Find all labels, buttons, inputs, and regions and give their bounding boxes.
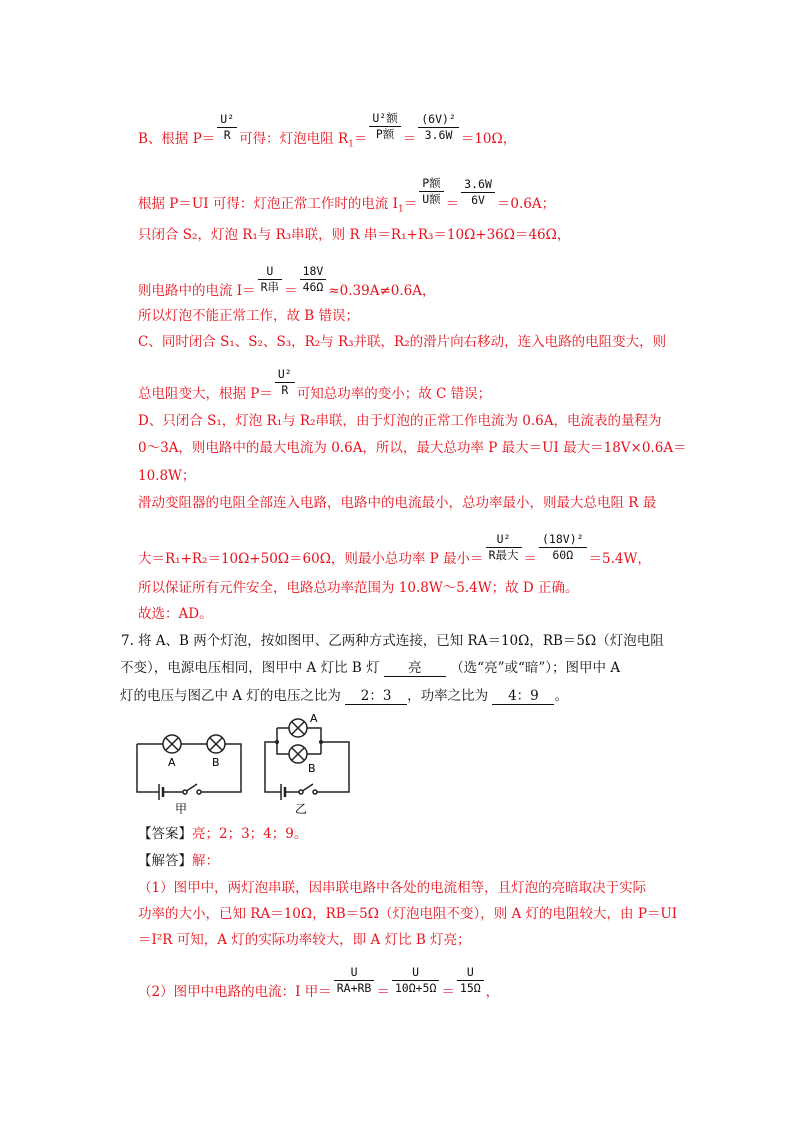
lamp-b-parallel-icon: [289, 745, 307, 763]
line-d-6: 所以保证所有元件安全，电路总功率范围为 10.8W～5.4W；故 D 正确。: [138, 580, 579, 596]
fraction-u-10-5: $\frac{U}{10\Omega+5\Omega}$: [392, 966, 440, 995]
fraction-3-6w-6v: $\frac{3.6W}{6V}$: [461, 178, 495, 207]
analysis-text: 解：: [192, 853, 219, 869]
caption-jia: 甲: [175, 802, 188, 814]
answer-line: [138, 826, 307, 842]
label-a-jia: A: [168, 756, 176, 769]
analysis-p1-line1: （1）图甲中，两灯泡串联，因串联电路中各处的电流相等，且灯泡的亮暗取决于实际: [138, 880, 647, 896]
line-s2-series: 只闭合 S₂，灯泡 R₁与 R₃串联，则 R 串＝R₁+R₃＝10Ω+36Ω＝46Ω，: [138, 227, 571, 243]
answer-ad: 故选：AD。: [138, 606, 213, 622]
fraction-u-rated-sq: $\frac{\text{U²额}}{\text{P额}}$: [369, 112, 400, 141]
lamp-b-icon: [207, 735, 225, 753]
line-current: 则电路中的电流 I＝ $\frac{U}{\text{R串}}$ ＝ $\frac{18V}{46\Omega}$ ≈0.39A≠0.6A，: [138, 264, 436, 299]
answer-text: 亮；2；3；4；9。: [192, 826, 308, 842]
blank-brightness: 亮: [384, 660, 446, 677]
b-r1-value: ＝10Ω，: [460, 131, 517, 147]
analysis-tag: 【解答】: [138, 853, 192, 869]
lamp-a-parallel-icon: [289, 719, 307, 737]
analysis-p1-line3: ＝I²R 可知，A 灯的实际功率较大，即 A 灯比 B 灯亮；: [138, 932, 471, 948]
fraction-u-15: $\frac{U}{15\Omega}$: [457, 966, 484, 995]
caption-yi: 乙: [295, 802, 308, 816]
label-b-yi: B: [308, 762, 316, 775]
fraction-six-sq: $\frac{\text{(6V)²}}{3.6W}$: [418, 113, 459, 142]
lamp-a-icon: [163, 735, 181, 753]
fraction-u2-r: $\frac{\text{U²}}{R}$: [217, 113, 237, 142]
fraction-u-rseries: $\frac{U}{\text{R串}}$: [258, 265, 282, 294]
line-i1: 根据 P＝UI 可得：灯泡正常工作时的电流 $I_1=$ $\frac{\text{P额}}{\text{U额}}$ ＝ $\frac{3.6W}{6V}$ ＝0.6A；: [138, 176, 556, 215]
circuit-diagram-jia: [133, 722, 245, 814]
analysis-p2-current: （2）图甲中电路的电流：I 甲＝ $\frac{U}{RA+RB}$ ＝ $\frac{U}{10\Omega+5\Omega}$ ＝ $\frac{U}{15\Omega}$ ，: [138, 965, 500, 1000]
line-b-conclusion: 所以灯泡不能正常工作，故 B 错误；: [138, 308, 360, 324]
analysis-p1-line2: 功率的大小，已知 RA＝10Ω，RB＝5Ω（灯泡电阻不变），则 A 灯的电阻较大，由 P＝UI: [138, 906, 678, 922]
fraction-p-rated: $\frac{\text{P额}}{\text{U额}}$: [419, 177, 443, 206]
line-b-resistance: B、根据 P＝ $\frac{\text{U²}}{R}$ 可得：灯泡电阻 $R_1=$ $\frac{\text{U²额}}{\text{P额}}$ ＝ $\frac{\text{(6V)²}}{3.6W}$ ＝10Ω，: [138, 111, 517, 150]
fraction-18v-sq-60: $\frac{\text{(18V)²}}{60\Omega}$: [539, 533, 587, 562]
line-d-1: D、只闭合 S₁，灯泡 R₁与 R₂串联，由于灯泡的正常工作电流为 0.6A，电流表的量程为: [138, 413, 662, 429]
line-d-2: 0～3A，则电路中的最大电流为 0.6A，所以，最大总功率 P 最大＝UI 最大＝18V×0.6A＝: [138, 440, 687, 456]
fraction-18v-46: $\frac{18V}{46\Omega}$: [300, 265, 327, 294]
label-b-jia: B: [212, 756, 220, 769]
fraction-u2-r-c: $\frac{\text{U²}}{R}$: [275, 368, 295, 397]
b-intro-text: B、根据 P＝: [138, 131, 216, 147]
b-get-text: 可得：灯泡电阻 R: [239, 131, 349, 147]
q7-line-3: 灯的电压与图乙中 A 灯的电压之比为 2：3 ，功率之比为 4：9 。: [120, 688, 568, 704]
line-c-2: 总电阻变大，根据 P＝ $\frac{\text{U²}}{R}$ 可知总功率的变小；故 C 错误；: [138, 367, 492, 402]
label-a-yi: A: [310, 712, 318, 725]
q7-line-2: 不变），电源电压相同，图甲中 A 灯比 B 灯 亮 （选“亮”或“暗”）；图甲中 A: [120, 660, 621, 676]
blank-power-ratio: 4：9: [492, 688, 554, 705]
blank-voltage-ratio: 2：3: [345, 688, 407, 705]
line-d-5: 大＝R₁+R₂＝10Ω+50Ω＝60Ω，则最小总功率 P 最小＝ $\frac{\text{U²}}{\text{R最大}}$ ＝ $\frac{\text{(18V)²}}{60\Omega}$ ＝5.4W，: [138, 532, 651, 567]
fraction-u-ra-rb: $\frac{U}{RA+RB}$: [334, 966, 375, 995]
q7-line-1: 将 A、B 两个灯泡，按如图甲、乙两种方式连接，已知 RA＝10Ω，RB＝5Ω（灯泡电阻: [138, 633, 664, 649]
fraction-u2-rmax: $\frac{\text{U²}}{\text{R最大}}$: [486, 533, 522, 562]
analysis-line: [138, 853, 219, 869]
circuit-diagram-yi: [257, 712, 357, 816]
q7-number: 7.: [121, 633, 134, 649]
line-c-1: C、同时闭合 S₁、S₂、S₃，R₂与 R₃并联，R₂的滑片向右移动，连入电路的电阻变大，则: [138, 334, 667, 350]
line-d-3: 10.8W；: [138, 468, 196, 484]
answer-tag: 【答案】: [138, 826, 192, 842]
line-d-4: 滑动变阻器的电阻全部连入电路，电路中的电流最小，总功率最小，则最大总电阻 R 最: [138, 495, 657, 511]
